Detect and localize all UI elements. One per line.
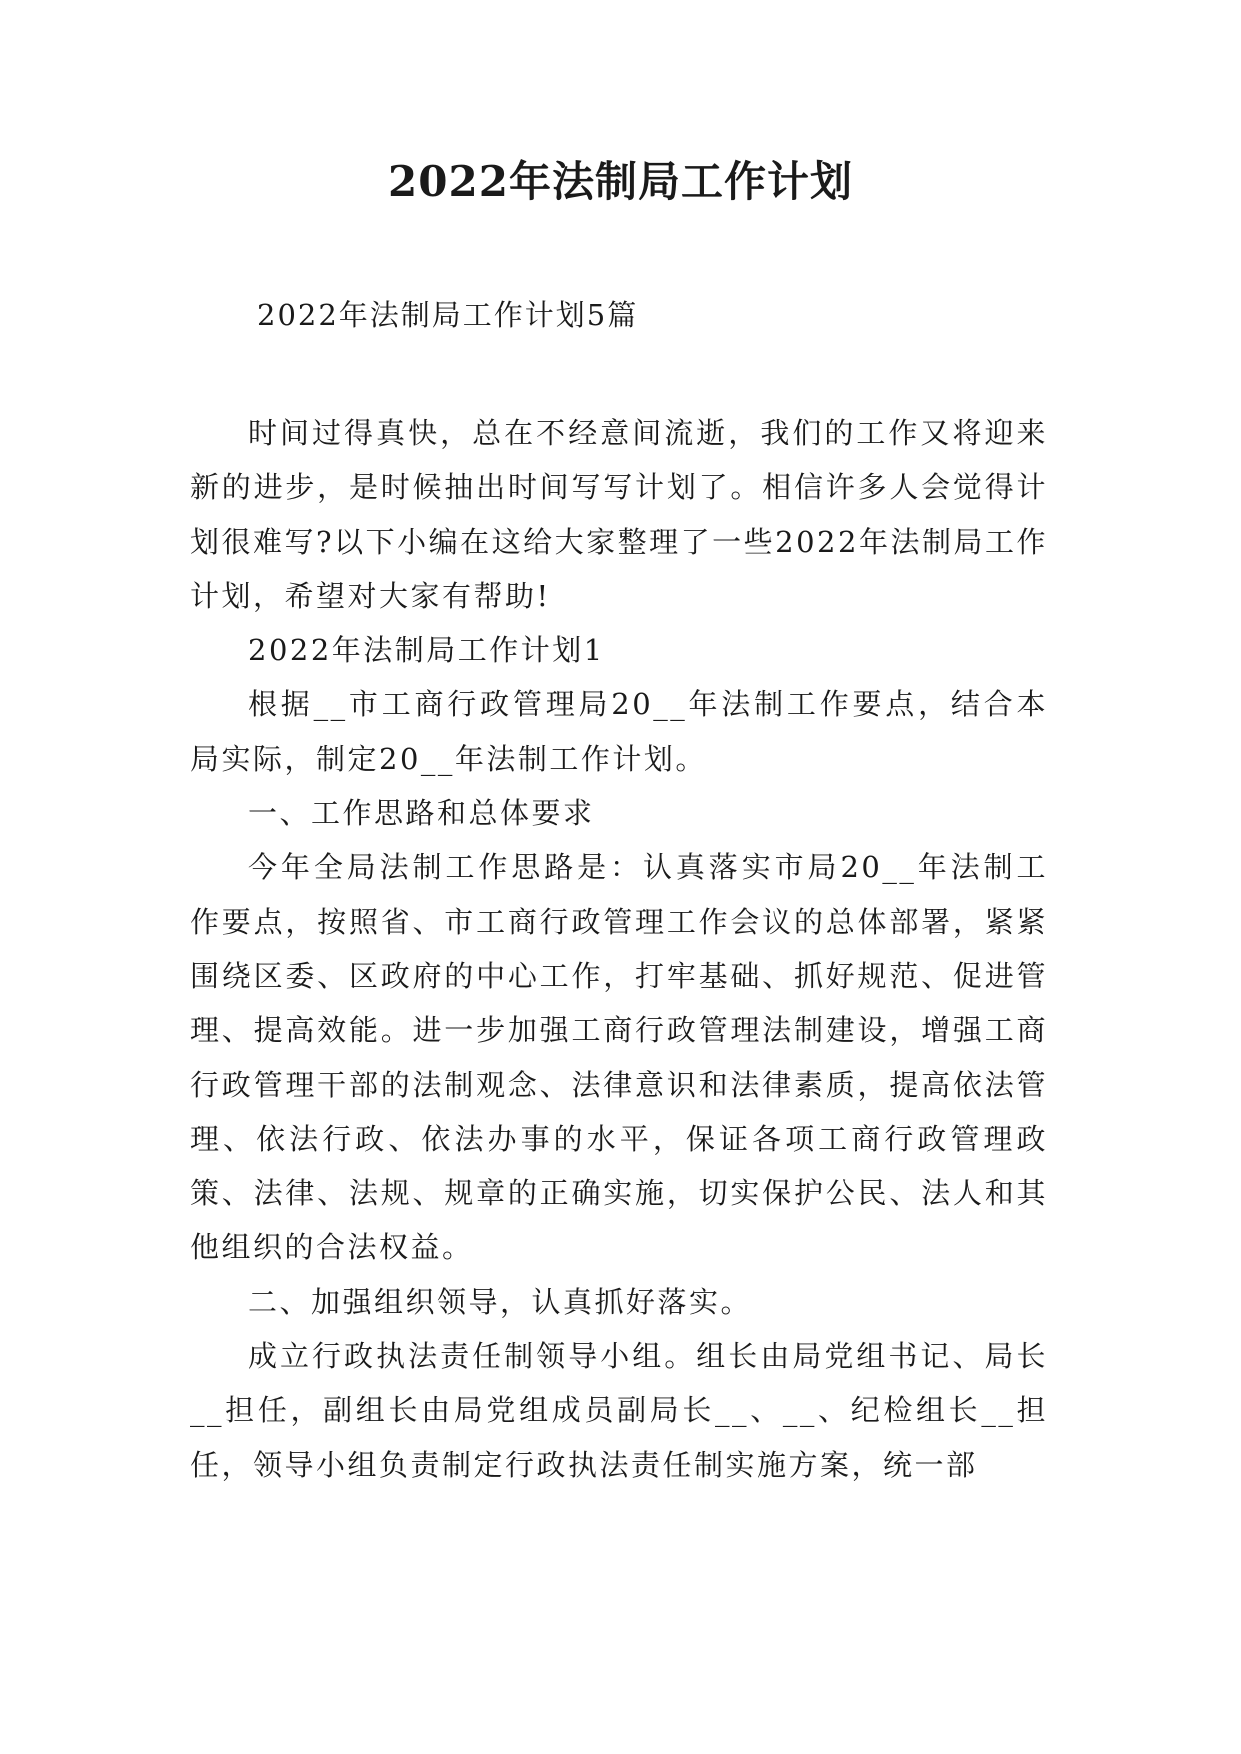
- section-heading-2: 二、加强组织领导，认真抓好落实。: [248, 1284, 753, 1319]
- document-body: [190, 406, 1048, 1492]
- section-heading-plan-1: 2022年法制局工作计划1: [248, 633, 605, 668]
- paragraph-basis: 根据__市工商行政管理局20__年法制工作要点，结合本局实际，制定20__年法制工作计划。: [190, 687, 1048, 776]
- paragraph-work-approach: 今年全局法制工作思路是：认真落实市局20__年法制工作要点，按照省、市工商行政管理工作会议的总体部署，紧紧围绕区委、区政府的中心工作，打牢基础、抓好规范、促进管理、提高效能。进一步加强工商行政管理法制建设，增强工商行政管理干部的法制观念、法律意识和法律素质，提高依法管理、依法行政、依法办事的水平，保证各项工商行政管理政策、法律、法规、规章的正确实施，切实保护公民、法人和其他组织的合法权益。: [190, 850, 1048, 1265]
- section-heading-1: 一、工作思路和总体要求: [248, 796, 595, 831]
- document-title: 2022年法制局工作计划: [388, 157, 853, 206]
- paragraph-intro: 时间过得真快，总在不经意间流逝，我们的工作又将迎来新的进步，是时候抽出时间写写计划了。相信许多人会觉得计划很难写?以下小编在这给大家整理了一些2022年法制局工作计划，希望对大家有帮助!: [190, 416, 1048, 613]
- paragraph-leadership-group: 成立行政执法责任制领导小组。组长由局党组书记、局长__担任，副组长由局党组成员副局长__、__、纪检组长__担任，领导小组负责制定行政执法责任制实施方案，统一部: [190, 1339, 1048, 1482]
- document-subtitle: 2022年法制局工作计划5篇: [257, 298, 639, 332]
